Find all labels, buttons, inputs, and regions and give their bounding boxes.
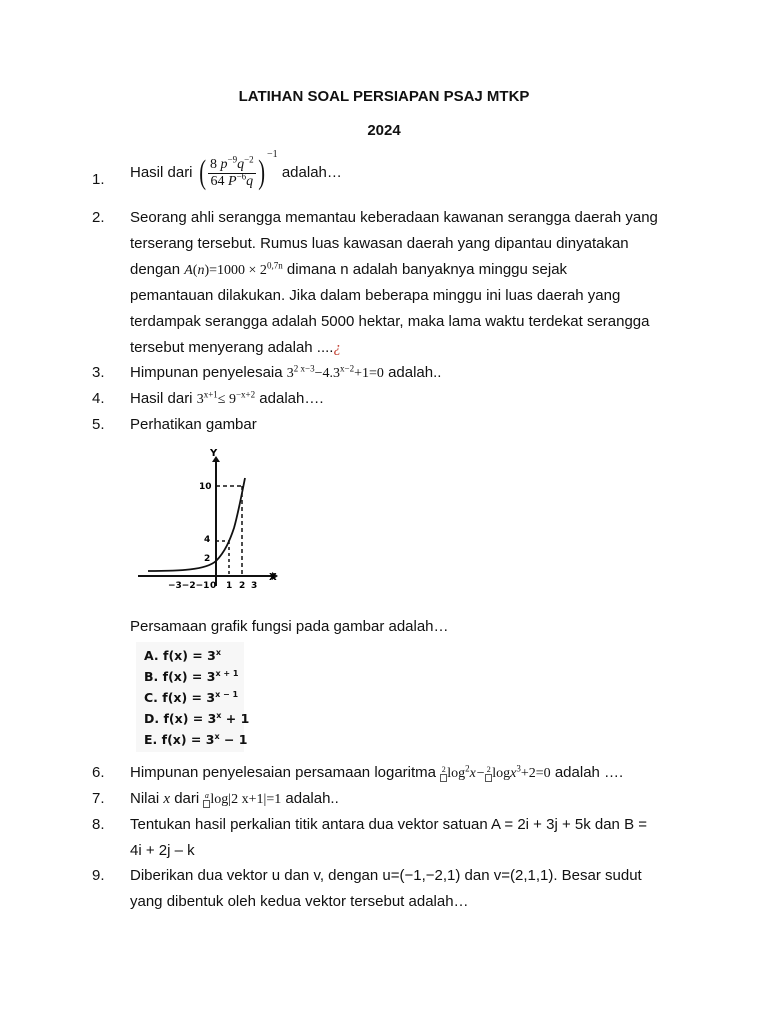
exponential-graph (130, 448, 280, 594)
question-6: Himpunan penyelesaian persamaan logaritma 2 $\log^2x- 2$ logx$^3$+2=0 adalah …. (130, 763, 624, 781)
question-8-line-2: 4i + 2j – k (130, 842, 195, 859)
left-paren: ( (198, 154, 206, 191)
x-tick-label-negatives: −3−2−1 (168, 581, 210, 591)
option-e: E. $f(x) = 3^x - 1$ (144, 731, 248, 747)
option-a: A. $f(x) = 3^x$ (144, 647, 221, 663)
formula: $A(n)=1000 \times 2^{0,7n}$ (184, 260, 283, 278)
question-2-line-4: pemantauan dilakukan. Jika dalam beberapa minggu ini luas daerah yang (130, 287, 621, 304)
question-number: 7. (92, 790, 105, 807)
question-3: Himpunan penyelesaia $3^{2 x-3}-4.3^{x-2}+1=0$ adalah.. (130, 363, 442, 381)
question-5: Perhatikan gambar (130, 416, 257, 433)
inequality: $3^{x+1}\le 9^{-x+2}$ (196, 389, 256, 407)
question-2-line-6: tersebut menyerang adalah ....¿ (130, 339, 341, 356)
fraction: $\frac{8 p^{-9}q^{-2}}{64 P^{-6}q}$ (210, 153, 254, 189)
option-c: C. $f(x) = 3^{x - 1}$ (144, 689, 239, 705)
question-1: Hasil dari ( $\frac{8 p^{-9}q^{-2}}{64 P^{-6}q}$ ) $^{-1}$ adalah… (130, 148, 342, 191)
document-year: 2024 (367, 122, 401, 139)
question-2-line-5: terdampak serangga adalah 5000 hektar, maka lama waktu terdekat serangga (130, 313, 650, 330)
answer-options (136, 642, 250, 752)
stray-mark: ¿ (333, 340, 341, 356)
question-2-line-2: terserang tersebut. Rumus luas kawasan daerah yang dipantau dinyatakan (130, 235, 629, 252)
equation: $3^{2 x-3}-4.3^{x-2}+1=0$ (286, 363, 384, 381)
x-axis-label: X (269, 572, 277, 583)
question-9-line-1: Diberikan dua vektor u dan v, dengan u=(−1,−2,1) dan v=(2,1,1). Besar sudut (130, 867, 642, 884)
x-tick-label: 0 (210, 581, 217, 591)
document-title: LATIHAN SOAL PERSIAPAN PSAJ MTKP (238, 88, 530, 105)
option-d: D. $f(x) = 3^x + 1$ (144, 710, 250, 726)
x-tick-label: 3 (251, 581, 258, 591)
question-number: 8. (92, 816, 105, 833)
question-number: 6. (92, 764, 105, 781)
x-tick-label: 2 (239, 581, 246, 591)
right-paren: ) (257, 154, 265, 191)
question-number: 9. (92, 867, 105, 884)
question-number: 3. (92, 364, 105, 381)
question-8-line-1: Tentukan hasil perkalian titik antara dua vektor satuan A = 2i + 3j + 5k dan B = (130, 816, 648, 833)
question-number: 5. (92, 416, 105, 433)
function-curve (148, 478, 245, 571)
question-4: Hasil dari $3^{x+1}\le 9^{-x+2}$ adalah…. (130, 389, 324, 407)
log-expression: a log|2 x+1|=1 (204, 790, 282, 807)
log-equation: 2 $\log^2x- 2$ logx$^3$+2=0 (441, 763, 551, 781)
x-tick-label: 1 (226, 581, 233, 591)
question-number: 2. (92, 209, 105, 226)
y-tick-label: 10 (199, 482, 212, 492)
question-5-caption: Persamaan grafik fungsi pada gambar adalah… (130, 618, 449, 635)
y-tick-label: 4 (204, 535, 211, 545)
y-axis-label: Y (210, 448, 218, 459)
question-number: 1. (92, 171, 105, 188)
question-7: Nilai x dari a log|2 x+1|=1 adalah.. (130, 790, 339, 807)
question-number: 4. (92, 390, 105, 407)
question-9-line-2: yang dibentuk oleh kedua vektor tersebut adalah… (130, 893, 469, 910)
y-tick-label: 2 (204, 554, 211, 564)
option-b: B. $f(x) = 3^{x + 1}$ (144, 668, 239, 684)
question-text-end: adalah… (281, 163, 342, 181)
question-2-line-1: Seorang ahli serangga memantau keberadaan kawanan serangga daerah yang (130, 209, 658, 226)
question-2-line-3: dengan $A(n)=1000 \times 2^{0,7n}$ dimana n adalah banyaknya minggu sejak (130, 260, 568, 278)
question-text: Hasil dari (130, 163, 193, 181)
